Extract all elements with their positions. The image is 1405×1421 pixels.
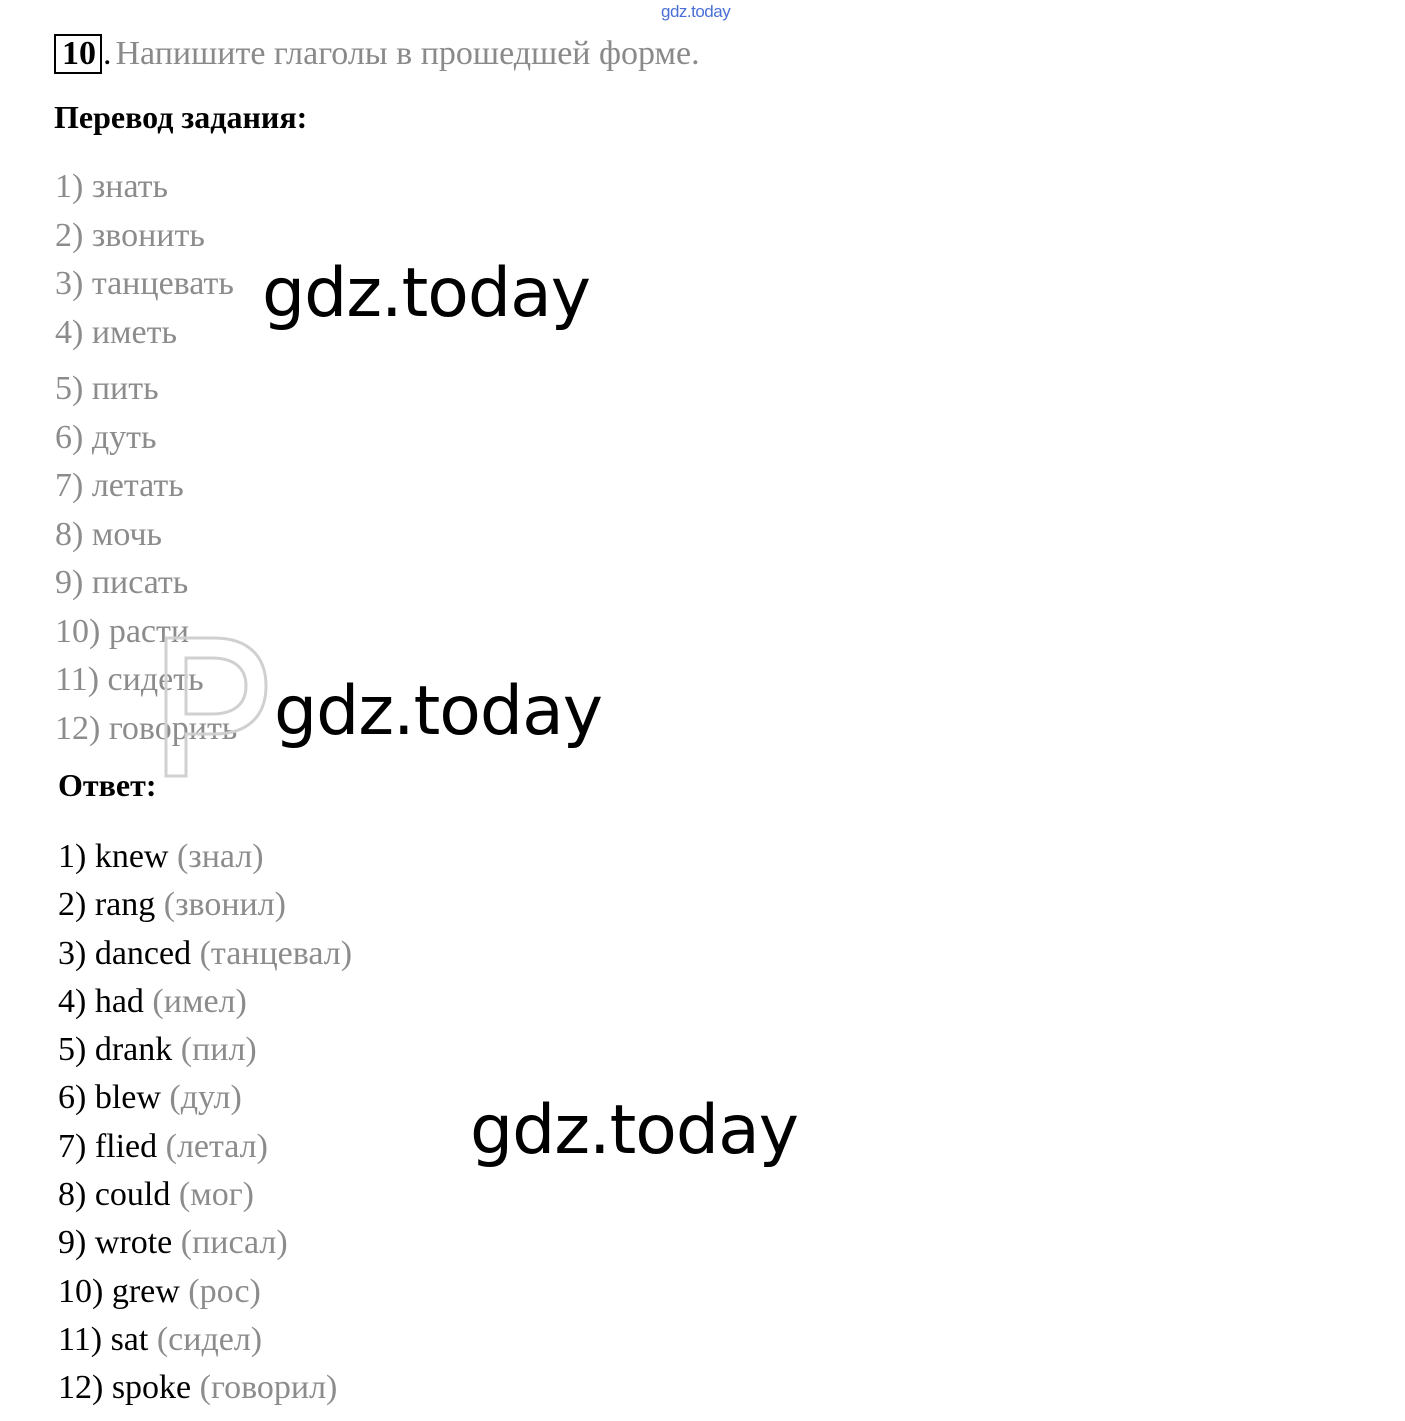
answer-number: 8) <box>58 1176 87 1214</box>
answer-verb: knew <box>94 838 169 875</box>
answer-translation: (звонил) <box>163 886 287 924</box>
answer-translation: (писал) <box>180 1224 288 1262</box>
task-header <box>54 34 700 74</box>
answer-item <box>58 882 352 930</box>
answer-number: 3) <box>58 934 87 972</box>
translation-heading: Перевод задания: <box>54 99 308 135</box>
answer-list <box>58 834 352 1414</box>
answer-verb: rang <box>94 886 156 924</box>
answer-translation: (летал) <box>165 1127 268 1165</box>
answer-item <box>58 1269 352 1317</box>
translation-item: 4) иметь <box>55 313 177 351</box>
answer-number: 1) <box>58 838 87 875</box>
translation-item: 6) дуть <box>55 418 157 456</box>
answer-verb: could <box>94 1176 171 1214</box>
translation-item: 2) звонить <box>55 216 205 254</box>
answer-heading: Ответ: <box>58 767 157 803</box>
answer-translation: (мог) <box>178 1176 254 1214</box>
answer-verb: spoke <box>111 1369 192 1407</box>
task-number-box: 10 <box>54 34 102 74</box>
watermark-text: gdz.today <box>470 1091 798 1170</box>
answer-verb: danced <box>94 934 192 972</box>
answer-number: 4) <box>58 982 87 1020</box>
answer-verb: drank <box>94 1031 173 1069</box>
answer-number: 2) <box>58 886 87 924</box>
answer-translation: (знал) <box>176 838 264 875</box>
task-title: Напишите глаголы в прошедшей форме. <box>115 35 700 72</box>
answer-item <box>58 1220 352 1268</box>
answer-verb: wrote <box>94 1224 173 1262</box>
answer-number: 12) <box>58 1369 104 1407</box>
answer-item <box>58 1124 352 1172</box>
answer-number: 5) <box>58 1031 87 1069</box>
answer-translation: (имел) <box>152 982 247 1020</box>
site-watermark-top: gdz.today <box>661 2 731 21</box>
answer-verb: had <box>94 982 144 1020</box>
answer-item <box>58 1027 352 1075</box>
translation-item: 10) расти <box>55 612 190 650</box>
translation-item: 7) летать <box>55 467 184 504</box>
translation-item: 5) пить <box>55 370 159 407</box>
translation-item: 11) сидеть <box>55 661 204 698</box>
answer-item <box>58 1075 352 1123</box>
p-logo-watermark-icon <box>162 630 272 780</box>
answer-number: 7) <box>58 1127 87 1165</box>
answer-verb: flied <box>94 1127 158 1165</box>
answer-verb: sat <box>110 1320 149 1358</box>
task-number-dot: . <box>103 35 112 72</box>
answer-number: 10) <box>58 1272 104 1310</box>
answer-number: 9) <box>58 1224 87 1262</box>
answer-translation: (сидел) <box>156 1320 263 1358</box>
watermark-text: gdz.today <box>274 672 602 751</box>
answer-translation: (рос) <box>188 1272 261 1310</box>
answer-item <box>58 931 352 979</box>
answer-item <box>58 979 352 1027</box>
translation-item: 12) говорить <box>55 709 238 747</box>
answer-translation: (дул) <box>169 1079 242 1117</box>
answer-verb: grew <box>111 1272 180 1310</box>
answer-item <box>58 834 352 882</box>
answer-item <box>58 1317 352 1365</box>
answer-item <box>58 1172 352 1220</box>
translation-item: 3) танцевать <box>55 265 234 302</box>
translation-item: 9) писать <box>55 564 189 601</box>
answer-translation: (танцевал) <box>199 934 353 972</box>
watermark-text: gdz.today <box>262 254 590 333</box>
answer-number: 11) <box>58 1320 103 1358</box>
translation-item: 1) знать <box>55 168 169 205</box>
answer-number: 6) <box>58 1079 87 1117</box>
answer-translation: (говорил) <box>199 1369 338 1407</box>
answer-translation: (пил) <box>180 1031 257 1069</box>
answer-item <box>58 1365 352 1413</box>
translation-item: 8) мочь <box>55 515 163 553</box>
answer-verb: blew <box>94 1079 161 1117</box>
